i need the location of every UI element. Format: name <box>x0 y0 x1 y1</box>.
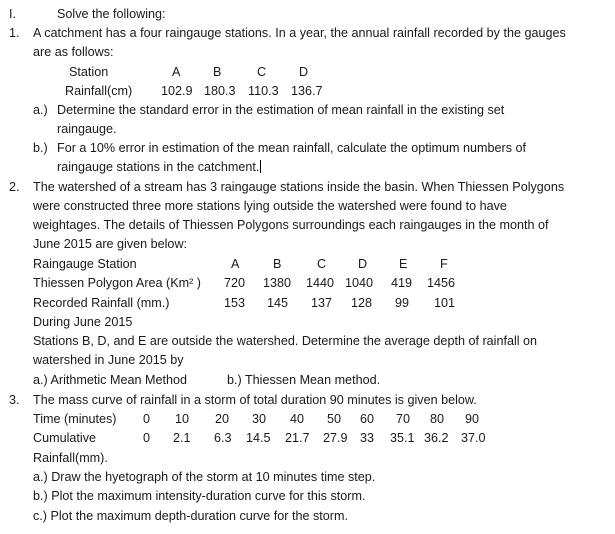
q1-rainfall-a: 102.9 <box>161 84 193 98</box>
q3-time-label: Time (minutes) <box>33 412 117 426</box>
q3-time-3: 30 <box>252 412 267 426</box>
q1b-line2: raingauge stations in the catchment. <box>57 160 260 174</box>
q3-cum-7: 35.1 <box>390 431 415 445</box>
q2-number: 2. <box>9 180 20 194</box>
q1-station-label: Station <box>69 65 109 79</box>
q2-area-d: 1040 <box>345 276 374 290</box>
q2-area-c: 1440 <box>306 276 335 290</box>
q3-time-7: 70 <box>396 412 411 426</box>
q3-cum-8: 36.2 <box>424 431 449 445</box>
q2-rain-c: 137 <box>311 296 333 310</box>
q3-cum-9: 37.0 <box>461 431 486 445</box>
q1b-line2-wrap <box>57 160 261 175</box>
q3a-item: a.) Draw the hyetograph of the storm at 10 minutes time step. <box>33 470 376 484</box>
q1-station-a: A <box>172 65 181 79</box>
q1b-label: b.) <box>33 141 48 155</box>
q2-station-label: Raingauge Station <box>33 257 137 271</box>
q2-rain-b: 145 <box>267 296 289 310</box>
q2-station-a: A <box>231 257 240 271</box>
q2-line5: During June 2015 <box>33 315 133 329</box>
q2-line1: The watershed of a stream has 3 raingauge stations inside the basin. When Thiessen Polygons <box>33 180 565 194</box>
q1-rainfall-label: Rainfall(cm) <box>65 84 133 98</box>
q3-cum-3: 14.5 <box>246 431 271 445</box>
q2-station-e: E <box>399 257 408 271</box>
q3-line1: The mass curve of rainfall in a storm of total duration 90 minutes is given below. <box>33 393 477 407</box>
q3-cum-4: 21.7 <box>285 431 310 445</box>
q2-line2: were constructed three more stations lying outside the watershed were found to have <box>33 199 507 213</box>
q2-station-b: B <box>273 257 282 271</box>
q1a-line2: raingauge. <box>57 122 117 136</box>
q2-station-c: C <box>317 257 327 271</box>
q3-cum-label2: Rainfall(mm). <box>33 451 108 465</box>
q1b-line1: For a 10% error in estimation of the mean rainfall, calculate the optimum numbers of <box>57 141 526 155</box>
q3-time-0: 0 <box>143 412 151 426</box>
q1a-line1: Determine the standard error in the estimation of mean rainfall in the existing set <box>57 103 505 117</box>
q1-line1: A catchment has a four raingauge stations. In a year, the annual rainfall recorded by the gauges <box>33 26 566 40</box>
q3-cum-2: 6.3 <box>214 431 232 445</box>
q3-cum-6: 33 <box>360 431 375 445</box>
q1a-label: a.) <box>33 103 48 117</box>
q2-area-label: Thiessen Polygon Area (Km² ) <box>33 276 201 290</box>
q3-time-2: 20 <box>215 412 230 426</box>
q3-cum-5: 27.9 <box>323 431 348 445</box>
q2-rain-d: 128 <box>351 296 373 310</box>
q2-station-d: D <box>358 257 368 271</box>
q3-time-9: 90 <box>465 412 480 426</box>
q2a-option: a.) Arithmetic Mean Method <box>33 373 187 387</box>
q2b-option: b.) Thiessen Mean method. <box>227 373 381 387</box>
q1-rainfall-d: 136.7 <box>291 84 323 98</box>
heading-roman: I. <box>9 7 16 21</box>
q2-rain-a: 153 <box>224 296 246 310</box>
q2-area-e: 419 <box>391 276 413 290</box>
q3-number: 3. <box>9 393 20 407</box>
q1-rainfall-c: 110.3 <box>248 84 279 98</box>
q2-area-f: 1456 <box>427 276 456 290</box>
q1-rainfall-b: 180.3 <box>204 84 236 98</box>
q3-cum-label: Cumulative <box>33 431 96 445</box>
q2-rain-label: Recorded Rainfall (mm.) <box>33 296 170 310</box>
q3-time-6: 60 <box>360 412 375 426</box>
q2-line6: Stations B, D, and E are outside the watershed. Determine the average depth of rainfall on <box>33 334 538 348</box>
q2-area-a: 720 <box>224 276 246 290</box>
q1-number: 1. <box>9 26 20 40</box>
q3c-item: c.) Plot the maximum depth-duration curve for the storm. <box>33 509 348 523</box>
q2-line7: watershed in June 2015 by <box>33 353 184 367</box>
q1-station-d: D <box>299 65 309 79</box>
q3-time-8: 80 <box>430 412 445 426</box>
q2-rain-e: 99 <box>395 296 410 310</box>
q2-rain-f: 101 <box>434 296 456 310</box>
heading-text: Solve the following: <box>57 7 166 21</box>
q3-time-5: 50 <box>327 412 342 426</box>
q2-line4: June 2015 are given below: <box>33 237 188 251</box>
q1-line2: are as follows: <box>33 45 114 59</box>
q2-area-b: 1380 <box>263 276 292 290</box>
q1-station-b: B <box>213 65 222 79</box>
q2-line3: weightages. The details of Thiessen Polygons surroundings each raingauges in the month of <box>33 218 549 232</box>
q3-cum-0: 0 <box>143 431 151 445</box>
q1-station-c: C <box>257 65 267 79</box>
q3-time-1: 10 <box>175 412 190 426</box>
q2-station-f: F <box>440 257 448 271</box>
q3-cum-1: 2.1 <box>173 431 191 445</box>
q3-time-4: 40 <box>290 412 305 426</box>
q3b-item: b.) Plot the maximum intensity-duration curve for this storm. <box>33 489 366 503</box>
text-cursor <box>260 160 261 173</box>
